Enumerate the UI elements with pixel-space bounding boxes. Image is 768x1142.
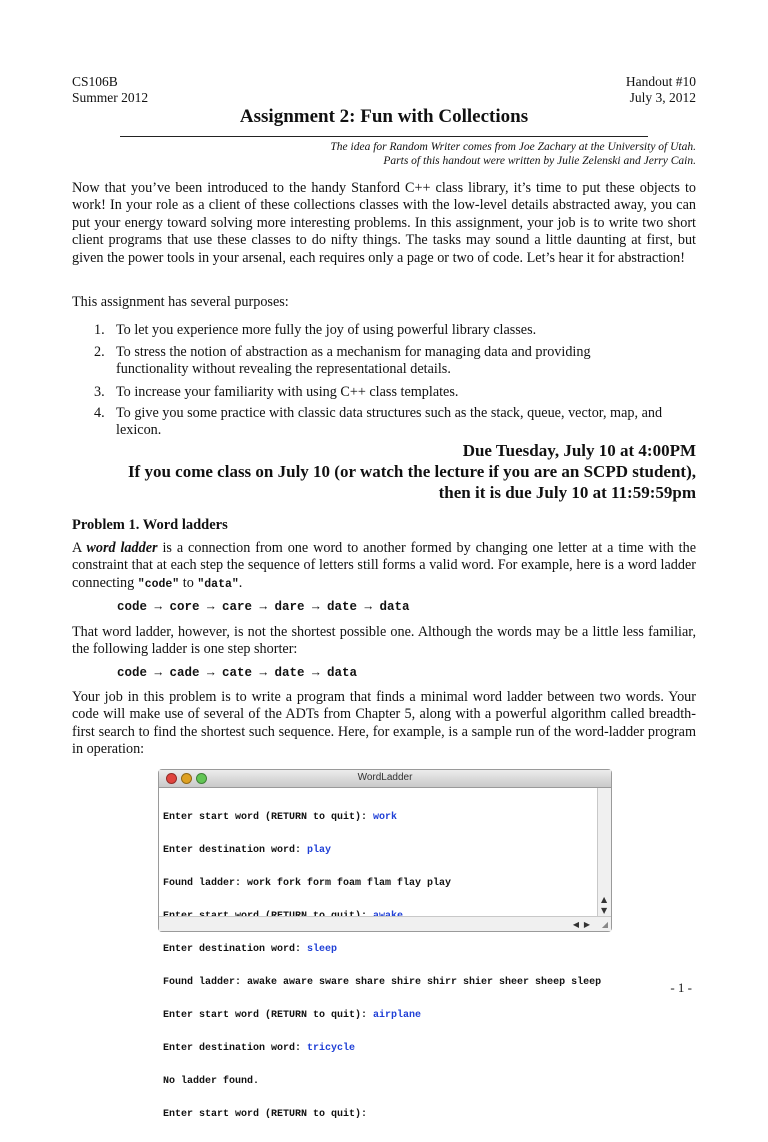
- scroll-up-icon[interactable]: ▲: [601, 895, 608, 904]
- console-line: [163, 1043, 595, 1054]
- vertical-scrollbar[interactable]: [597, 788, 611, 917]
- due-notice: [56, 440, 696, 503]
- due-line: then it is due July 10 at 11:59:59pm: [438, 483, 696, 502]
- task-paragraph: Your job in this problem is to write a program that finds a minimal word ladder between two words. Your code will make use of several of the ADTs from Chapter 5, along with a powerful algorithm called breadth-first search to find the shortest such sequence. Here, for example, is a sample run of the word-ladder program in operation:: [72, 689, 696, 758]
- code-word: "code": [137, 577, 180, 591]
- text-run: to: [179, 574, 198, 591]
- word-ladder-definition: [72, 540, 696, 593]
- console-line: [163, 845, 595, 856]
- console-prompt: Found ladder: work fork form foam flam flay play: [163, 878, 452, 889]
- scroll-right-icon[interactable]: ▶: [583, 920, 590, 929]
- console-prompt: Enter destination word:: [163, 1043, 308, 1054]
- credits: [196, 140, 696, 168]
- horizontal-scrollbar[interactable]: [159, 916, 611, 931]
- console-prompt: Found ladder: awake aware sware share shire shirr shier sheer sheep sleep: [163, 977, 602, 988]
- purposes-intro: This assignment has several purposes:: [72, 294, 289, 310]
- console-line: [163, 812, 595, 823]
- list-item: [94, 384, 696, 402]
- resize-grip-icon[interactable]: ◢: [601, 920, 608, 929]
- term: Summer 2012: [72, 90, 149, 105]
- window-titlebar[interactable]: [159, 770, 611, 788]
- problem-heading: Problem 1. Word ladders: [72, 517, 228, 533]
- list-item: [94, 344, 696, 380]
- shorter-ladder-paragraph: That word ladder, however, is not the shortest possible one. Although the words may be a little less familiar, the following ladder is one step shorter:: [72, 624, 696, 658]
- page-title: Assignment 2: Fun with Collections: [239, 106, 529, 127]
- list-number: 4.: [94, 405, 105, 421]
- credit-line: The idea for Random Writer comes from Joe Zachary at the University of Utah.: [330, 141, 696, 153]
- list-number: 3.: [94, 384, 105, 400]
- console-input: play: [307, 845, 332, 856]
- header-left: [72, 74, 148, 106]
- list-item: [94, 405, 696, 441]
- page-number: - 1 -: [670, 980, 692, 995]
- console-prompt: Enter start word (RETURN to quit):: [163, 812, 374, 823]
- console-line: [163, 944, 595, 955]
- ladder-example: code → core → care → dare → date → data: [117, 600, 410, 614]
- wordladder-window: [158, 769, 612, 1120]
- console-line: [163, 977, 602, 988]
- console-prompt: No ladder found.: [163, 1076, 260, 1087]
- text-run: A: [72, 540, 87, 556]
- console-prompt: Enter destination word:: [163, 944, 308, 955]
- list-text: To let you experience more fully the joy of using powerful library classes.: [116, 322, 537, 338]
- due-line: Due Tuesday, July 10 at 4:00PM: [462, 441, 696, 460]
- text-run: is a connection from one word to another formed by changing one letter at a time with the constraint that at each step the sequence of letters still forms a valid word. For example, here is a word ladder connecting: [72, 540, 696, 591]
- credit-line: Parts of this handout were written by Julie Zelenski and Jerry Cain.: [383, 155, 696, 167]
- console-input: airplane: [373, 1010, 422, 1021]
- list-number: 2.: [94, 344, 105, 360]
- handout-date: July 3, 2012: [629, 90, 696, 105]
- console-line: [163, 1010, 595, 1021]
- list-number: 1.: [94, 322, 105, 338]
- console-line: [163, 878, 595, 889]
- header-right: [626, 74, 696, 106]
- console-output[interactable]: [163, 790, 602, 1142]
- code-word: "data": [197, 577, 239, 591]
- console-input: sleep: [307, 944, 338, 955]
- window-title: WordLadder: [357, 772, 413, 783]
- console-input: tricycle: [307, 1043, 356, 1054]
- term-word-ladder: word ladder: [86, 540, 158, 556]
- console-line: [163, 1109, 595, 1120]
- console-prompt: Enter start word (RETURN to quit):: [163, 1109, 374, 1120]
- console-input: work: [373, 812, 398, 823]
- console-prompt: Enter destination word:: [163, 845, 308, 856]
- console-prompt: Enter start word (RETURN to quit):: [163, 1010, 374, 1021]
- title-rule: [120, 136, 648, 137]
- list-text: To increase your familiarity with using C++ class templates.: [116, 384, 459, 400]
- console-line: [163, 1076, 595, 1087]
- list-text: To give you some practice with classic data structures such as the stack, queue, vector, map, and lexicon.: [116, 405, 663, 438]
- list-text: To stress the notion of abstraction as a mechanism for managing data and providing functionality without revealing the representational details.: [116, 344, 591, 377]
- text-run: .: [238, 574, 243, 591]
- course-code: CS106B: [72, 74, 118, 89]
- list-item: [94, 322, 696, 340]
- ladder-example: code → cade → cate → date → data: [117, 666, 358, 680]
- scroll-left-icon[interactable]: ◀: [572, 920, 579, 929]
- scroll-down-icon[interactable]: ▼: [601, 906, 608, 915]
- handout-number: Handout #10: [625, 74, 696, 89]
- due-line: If you come class on July 10 (or watch the lecture if you are an SCPD student),: [127, 462, 696, 481]
- intro-paragraph: Now that you’ve been introduced to the handy Stanford C++ class library, it’s time to put these objects to work! In your role as a client of these collections classes with the low-level details abstracted away, you can put your energy toward solving more interesting problems. In this assignment, your job is to write two short client programs that use these classes to do nifty things. The tasks may sound a little daunting at first, but given the power tools in your arsenal, each requires only a page or two of code. Let’s hear it for abstraction!: [72, 180, 696, 266]
